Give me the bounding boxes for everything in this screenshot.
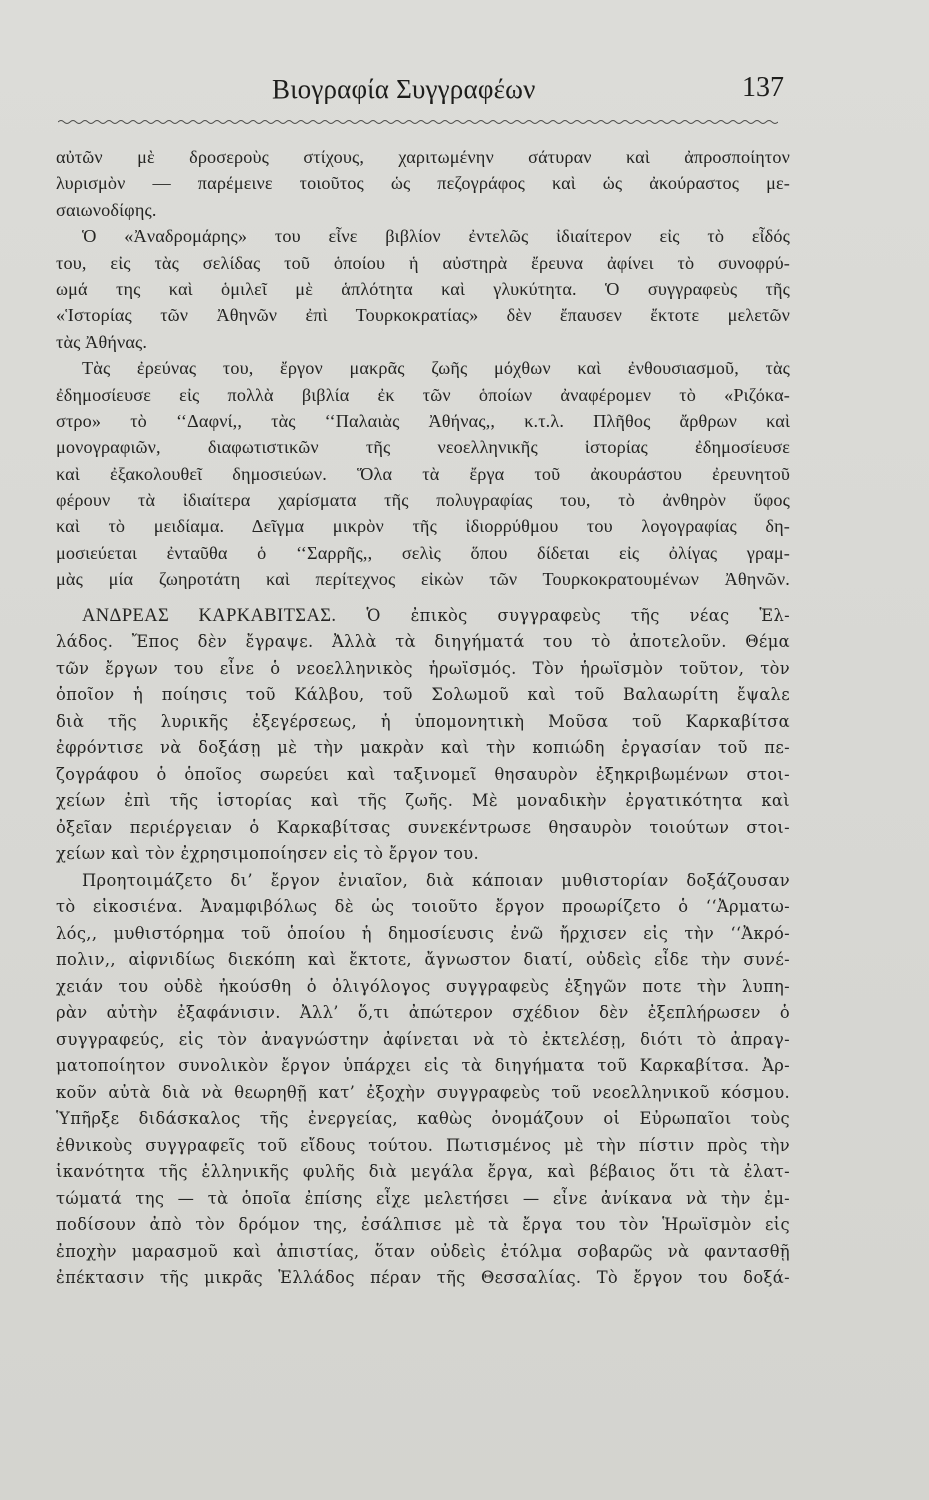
text-line: ἐθνικοὺς συγγραφεῖς τοῦ εἴδους τούτου. Πωτισμένος μὲ τὴν πίστιν πρὸς τὴν [56, 1135, 790, 1155]
text-line: τὸ εἰκοσιένα. Ἀναμφιβόλως δὲ ὡς τοιοῦτο ἔργον προωρίζετο ὁ ‘‘Ἀρματω- [56, 897, 790, 917]
text-line: διὰ τῆς λυρικῆς ἐξεγέρσεως, ἡ ὑπομονητικὴ Μοῦσα τοῦ Καρκαβίτσα [56, 711, 790, 731]
text-line: ωμά της καὶ ὁμιλεῖ μὲ ἁπλότητα καὶ γλυκύτητα. Ὁ συγγραφεὺς τῆς [56, 278, 790, 299]
text-line: πολιν,, αἰφνιδίως διεκόπη καὶ ἔκτοτε, ἄγνωστον διατί, οὐδεὶς εἶδε τὴν συνέ- [56, 950, 790, 970]
text-line: Προητοιμάζετο δι’ ἔργον ἐνιαῖον, διὰ κάποιαν μυθιστορίαν δοξάζουσαν [82, 870, 790, 890]
text-line: χείων καὶ τὸν ἐχρησιμοποίησεν εἰς τὸ ἔργον του. [56, 844, 480, 864]
text-line: «Ἱστορίας τῶν Ἀθηνῶν ἐπὶ Τουρκοκρατίας» δὲν ἔπαυσεν ἔκτοτε μελετῶν [56, 305, 790, 326]
text-line: ὁποῖον ἡ ποίησις τοῦ Κάλβου, τοῦ Σολωμοῦ καὶ τοῦ Βαλαωρίτη ἔψαλε [56, 685, 790, 705]
text-line: τῶν ἔργων του εἶνε ὁ νεοελληνικὸς ἡρωϊσμός. Τὸν ἡρωϊσμὸν τοῦτον, τὸν [56, 658, 790, 678]
text-line: ὀξεῖαν περιέργειαν ὁ Καρκαβίτσας συνεκέντρωσε θησαυρὸν τοιούτων στοι- [56, 817, 790, 837]
text-line: μοσιεύεται ἐνταῦθα ὁ ‘‘Σαρρῆς,, σελὶς ὅπου δίδεται εἰς ὀλίγας γραμ- [56, 542, 790, 563]
text-line: ἱκανότητα τῆς ἑλληνικῆς φυλῆς διὰ μεγάλα ἔργα, καὶ βέβαιος ὅτι τὰ ἐλατ- [56, 1162, 790, 1182]
text-line: ρὰν αὐτὴν ἐξαφάνισιν. Ἀλλ’ ὅ,τι ἀπώτερον σχέδιον δὲν ἐξεπλήρωσεν ὁ [56, 1003, 790, 1023]
text-line: καὶ ἐξακολουθεῖ δημοσιεύων. Ὅλα τὰ ἔργα τοῦ ἀκουράστου ἐρευνητοῦ [56, 463, 790, 484]
section-two-paragraphs [56, 603, 790, 1292]
running-title: Βιογραφία Συγγραφέων [272, 74, 536, 104]
text-line: ἐφρόντισε νὰ δοξάσῃ μὲ τὴν μακρὰν καὶ τὴν κοπιώδη ἐργασίαν τοῦ πε- [56, 738, 790, 758]
text-line: κοῦν αὐτὰ διὰ νὰ θεωρηθῇ κατ’ ἐξοχὴν συγγραφεὺς τοῦ νεοελληνικοῦ κόσμου. [56, 1082, 790, 1102]
text-line: σαιωνοδίφης. [56, 199, 157, 220]
text-line: μονογραφιῶν, διαφωτιστικῶν τῆς νεοελληνικῆς ἱστορίας ἐδημοσίευσε [56, 437, 790, 458]
text-line: ἐποχὴν μαρασμοῦ καὶ ἀπιστίας, ὅταν οὐδεὶς ἐτόλμα σοβαρῶς νὰ φαντασθῇ [56, 1241, 790, 1261]
text-line: φέρουν τὰ ἰδιαίτερα χαρίσματα τῆς πολυγραφίας του, τὸ ἀνθηρὸν ὕφος [56, 490, 790, 511]
text-line: χείων ἐπὶ τῆς ἱστορίας καὶ τῆς ζωῆς. Μὲ μοναδικὴν ἐργατικότητα καὶ [56, 791, 790, 811]
text-line: συγγραφεύς, εἰς τὸν ἀναγνώστην ἀφίνεται νὰ τὸ ἐκτελέσῃ, διότι τὸ ἀπραγ- [56, 1029, 790, 1049]
text-line: Τὰς ἐρεύνας του, ἔργον μακρᾶς ζωῆς μόχθων καὶ ἐνθουσιασμοῦ, τὰς [82, 358, 790, 379]
text-line-fragment: Ὁ ἐπικὸς συγγραφεὺς τῆς νέας Ἑλ- [366, 605, 790, 625]
body-text [56, 144, 790, 1292]
text-line: ζογράφου ὁ ὁποῖος σωρεύει καὶ ταξινομεῖ θησαυρὸν ἐξηκριβωμένων στοι- [56, 764, 790, 784]
text-line: τώματά της — τὰ ὁποῖα ἐπίσης εἶχε μελετήσει — εἶνε ἀνίκανα νὰ τὴν ἐμ- [56, 1188, 790, 1208]
author-heading-line [56, 603, 790, 630]
text-line: μὰς μία ζωηροτάτη καὶ περίτεχνος εἰκὼν τῶν Τουρκοκρατουμένων Ἀθηνῶν. [56, 569, 790, 590]
text-line: λάδος. Ἔπος δὲν ἔγραψε. Ἀλλὰ τὰ διηγήματά του τὸ ἀποτελοῦν. Θέμα [56, 632, 790, 652]
section-gap [56, 593, 790, 603]
text-line: του, εἰς τὰς σελίδας τοῦ ὁποίου ἡ αὐστηρὰ ἔρευνα ἀφίνει τὸ συνοφρύ- [56, 252, 790, 273]
text-line: Ὁ «Ἀναδρομάρης» του εἶνε βιβλίον ἐντελῶς ἰδιαίτερον εἰς τὸ εἶδός [82, 226, 790, 247]
text-line: χειάν του οὐδὲ ἠκούσθη ὁ ὀλιγόλογος συγγραφεὺς ἐξηγῶν ποτε τὴν λυπη- [56, 976, 790, 996]
text-line: ἐπέκτασιν τῆς μικρᾶς Ἑλλάδος πέραν τῆς Θεσσαλίας. Τὸ ἔργον του δοξά- [56, 1268, 790, 1288]
section-one-paragraphs [56, 144, 790, 593]
text-line: αὐτῶν μὲ δροσεροὺς στίχους, χαριτωμένην σάτυραν καὶ ἀπροσποίητον [56, 147, 790, 167]
page-header [52, 72, 792, 116]
text-line: Ὑπῆρξε διδάσκαλος τῆς ἐνεργείας, καθὼς ὀνομάζουν οἱ Εὐρωπαῖοι τοὺς [56, 1109, 790, 1129]
author-name: ΑΝΔΡΕΑΣ ΚΑΡΚΑΒΙΤΣΑΣ. [82, 605, 337, 626]
text-line: ἐδημοσίευσε εἰς πολλὰ βιβλία ἐκ τῶν ὁποίων ἀναφέρομεν τὸ «Ριζόκα- [56, 384, 790, 405]
text-line: στρο» τὸ ‘‘Δαφνί,, τὰς ‘‘Παλαιὰς Ἀθήνας,, κ.τ.λ. Πλῆθος ἄρθρων καὶ [56, 410, 790, 431]
text-line: τὰς Ἀθήνας. [56, 331, 148, 352]
text-line: ματοποίητον συνολικὸν ἔργον ὑπάρχει εἰς τὰ διηγήματα τοῦ Καρκαβίτσα. Ἀρ- [56, 1056, 790, 1076]
text-line: καὶ τὸ μειδίαμα. Δεῖγμα μικρὸν τῆς ἰδιορρύθμου του λογογραφίας δη- [56, 516, 790, 537]
text-line: ποδίσουν ἀπὸ τὸν δρόμον της, ἐσάλπισε μὲ τὰ ἔργα του τὸν Ἡρωϊσμὸν εἰς [56, 1215, 790, 1235]
text-line: λός,, μυθιστόρημα τοῦ ὁποίου ἡ δημοσίευσις ἐνῶ ἤρχισεν εἰς τὴν ‘‘Ἀκρό- [56, 923, 790, 943]
header-wavy-rule [58, 118, 778, 126]
page-number: 137 [742, 72, 784, 103]
text-line: λυρισμὸν — παρέμεινε τοιοῦτος ὡς πεζογράφος καὶ ὡς ἀκούραστος με- [56, 173, 790, 194]
